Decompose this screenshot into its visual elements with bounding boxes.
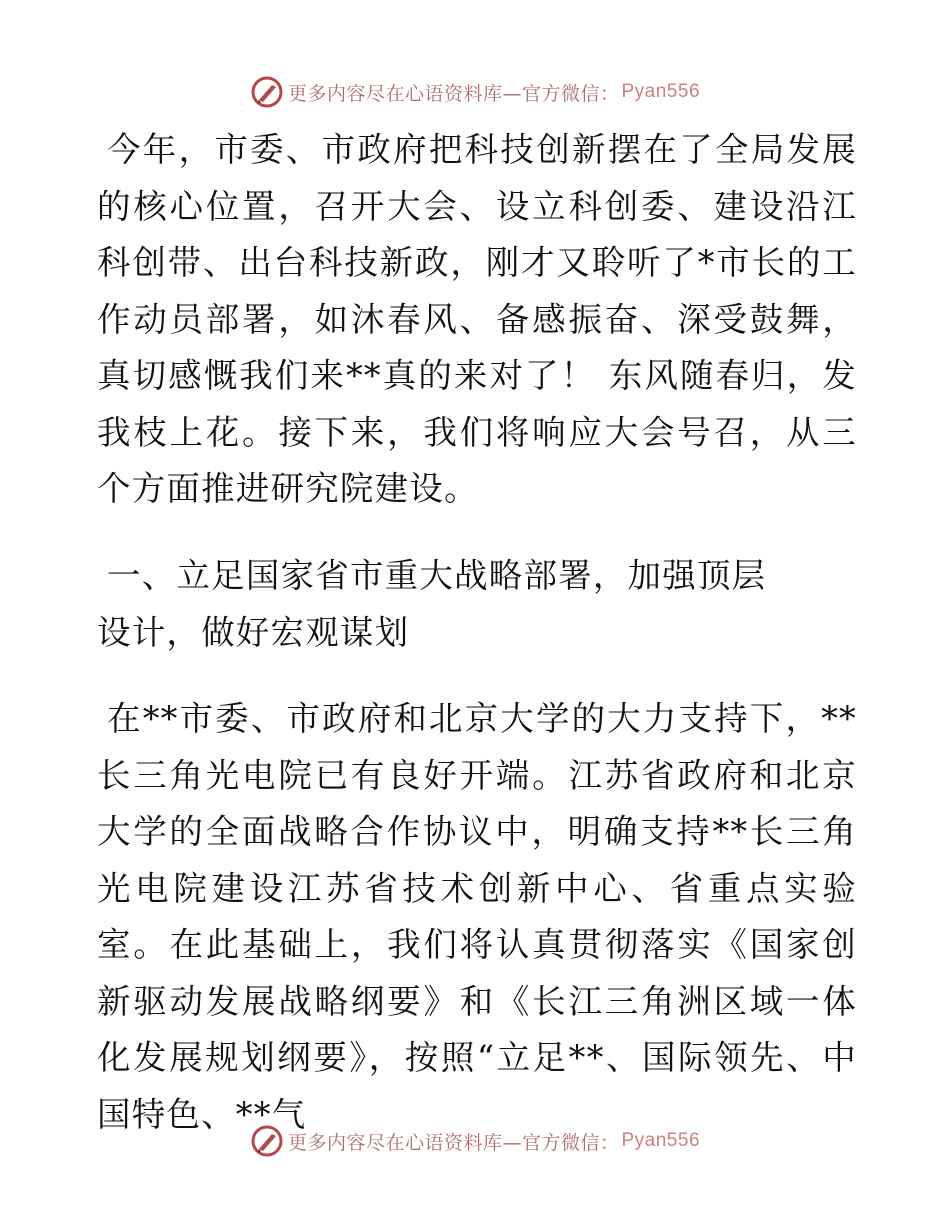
paragraph-intro: 今年，市委、市政府把科技创新摆在了全局发展的核心位置，召开大会、设立科创委、建设沿江科创带、出台科技新政，刚才又聆听了*市长的工作动员部署，如沐春风、备感振奋、深受鼓舞，真切感慨我们来**真的来对了！ 东风随春归，发我枝上花。接下来，我们将响应大会号召，从三个方面推进研究院建设。 xyxy=(97,130,857,508)
document-body xyxy=(97,122,857,1143)
watermark-text: 更多内容尽在心语资料库—官方微信： xyxy=(287,1131,620,1154)
pen-logo-icon xyxy=(250,1124,284,1158)
watermark-header xyxy=(0,72,950,112)
watermark-id: Pyan556 xyxy=(621,81,701,102)
pen-logo-icon xyxy=(250,75,284,109)
watermark-text: 更多内容尽在心语资料库—官方微信： xyxy=(287,82,620,105)
watermark-id: Pyan556 xyxy=(621,1130,701,1151)
paragraph-section-1: 在**市委、市政府和北京大学的大力支持下，**长三角光电院已有良好开端。江苏省政府和北京大学的全面战略合作协议中，明确支持**长三角光电院建设江苏省技术创新中心、省重点实验室。在此基础上，我们将认真贯彻落实《国家创新驱动发展战略纲要》和《长江三角洲区域一体化发展规划纲要》，按照“立足**、国际领先、中国特色、**气 xyxy=(97,699,857,1134)
section-heading-1: 一、立足国家省市重大战略部署，加强顶层设计，做好宏观谋划 xyxy=(97,556,767,652)
watermark-footer xyxy=(0,1121,950,1161)
